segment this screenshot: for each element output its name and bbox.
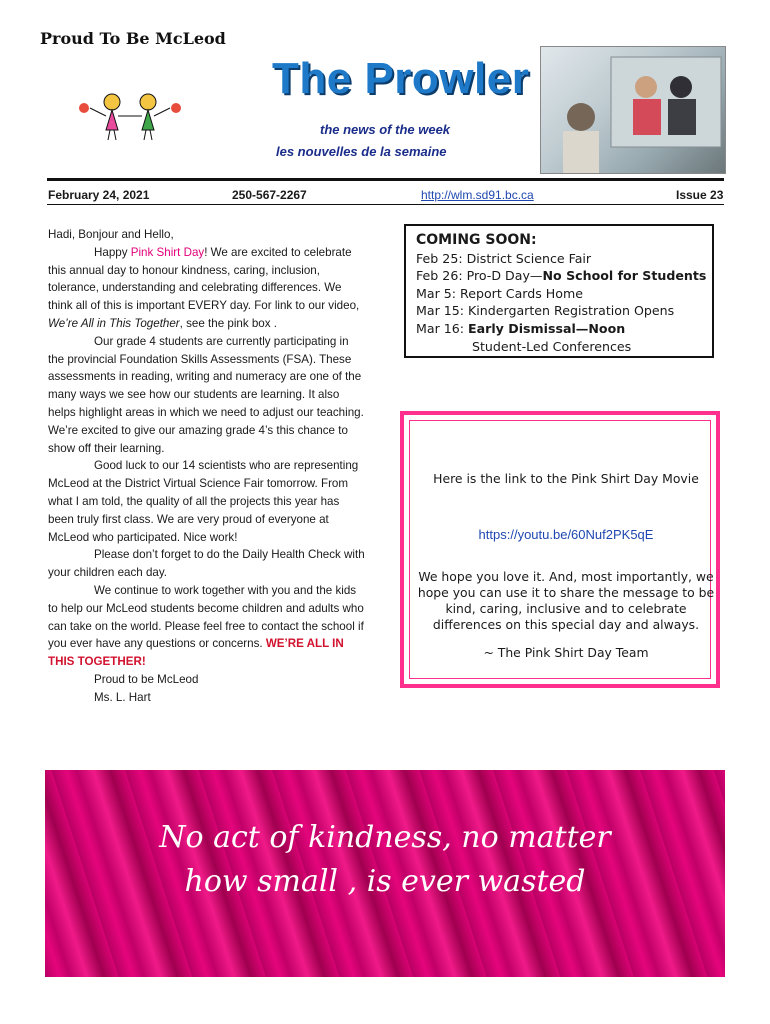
subtitle-french: les nouvelles de la semaine [276,144,447,159]
logo-text: Proud To Be McLeod [40,29,226,48]
proud-to-be-mcleod-logo [40,29,226,144]
quote-line-2: how small , is ever wasted [184,864,586,899]
header-rule-top [47,178,724,181]
photo-illustration [541,47,725,173]
letter-paragraph-2: Our grade 4 students are currently participating in the provincial Foundation Skills Assessments (FSA). These assessments in reading, writing and numeracy are one of the many ways we see how our students are learning. It also helps highlight areas in which we need to adjust our teaching. We’re excited to give our amazing grade 4’s this chance to show off their learning. [48,334,364,455]
school-website-link[interactable]: http://wlm.sd91.bc.ca [421,188,534,202]
together-slogan: WE’RE ALL IN THIS TOGETHER! [48,637,344,669]
subtitle-english: the news of the week [320,122,451,137]
kindness-quote [45,816,725,904]
students-superhero-photo [540,46,726,174]
newsletter-title: The Prowler [272,54,530,103]
event-row: Mar 15: Kindergarten Registration Opens [416,303,675,319]
letter-paragraph-5: We continue to work together with you and the kids to help our McLeod students become children and adults who can take on the world. Please feel free to contact the school if you ever have any questions or concerns. WE’RE ALL IN THIS TOGETHER! [48,583,364,669]
event-row: Feb 26: Pro-D Day—No School for Students [416,268,707,284]
coming-soon-title: COMING SOON: [416,232,537,248]
issue-date: February 24, 2021 [48,188,150,202]
kids-drawing-icon [79,94,181,140]
event-row: Student-Led Conferences [472,338,632,354]
header-rule-bottom [47,204,724,205]
letter-paragraph-3: Good luck to our 14 scientists who are representing McLeod at the District Virtual Science Fair tomorrow. From what I am told, the quality of all the projects this year has been truly first class. We are very proud of everyone at McLeod who participated. Nice work! [48,459,359,544]
quote-line-1: No act of kindness, no matter [159,820,611,855]
letter-paragraph-1: Happy Pink Shirt Day! We are excited to celebrate this annual day to honour kindness, caring, inclusion, tolerance, understanding and celebrating differences. We think all of this is important EVERY day. For link to our video, We’re All in This Together, see the pink box . [48,245,360,330]
coming-soon-box [404,224,714,358]
video-title: We’re All in This Together [48,316,180,330]
issue-number: Issue 23 [676,188,724,202]
pink-shirt-day-box [400,411,720,688]
pink-box-message: We hope you love it. And, most importantly, we hope you can use it to share the message to be kind, caring, inclusive and to celebrate differences on this special day and always. [417,569,715,632]
letter-greeting: Hadi, Bonjour and Hello, [48,228,174,241]
youtube-video-link[interactable]: https://youtu.be/60Nuf2PK5qE [478,527,654,542]
principal-letter [48,226,366,707]
school-phone: 250-567-2267 [232,188,307,202]
pink-shirt-day-text: Pink Shirt Day [130,245,205,259]
kindness-quote-banner [45,770,725,977]
letter-paragraph-4: Please don’t forget to do the Daily Health Check with your children each day. [48,548,365,580]
signature-name: Ms. L. Hart [94,690,151,704]
event-row: Mar 16: Early Dismissal—Noon [416,320,626,336]
pink-box-signature: ~ The Pink Shirt Day Team [483,645,649,660]
movie-link-intro: Here is the link to the Pink Shirt Day Movie [433,471,699,486]
signoff-line: Proud to be McLeod [94,672,199,686]
pink-box-inner-border [409,420,715,679]
event-row: Feb 25: District Science Fair [416,250,592,266]
event-row: Mar 5: Report Cards Home [416,285,583,301]
